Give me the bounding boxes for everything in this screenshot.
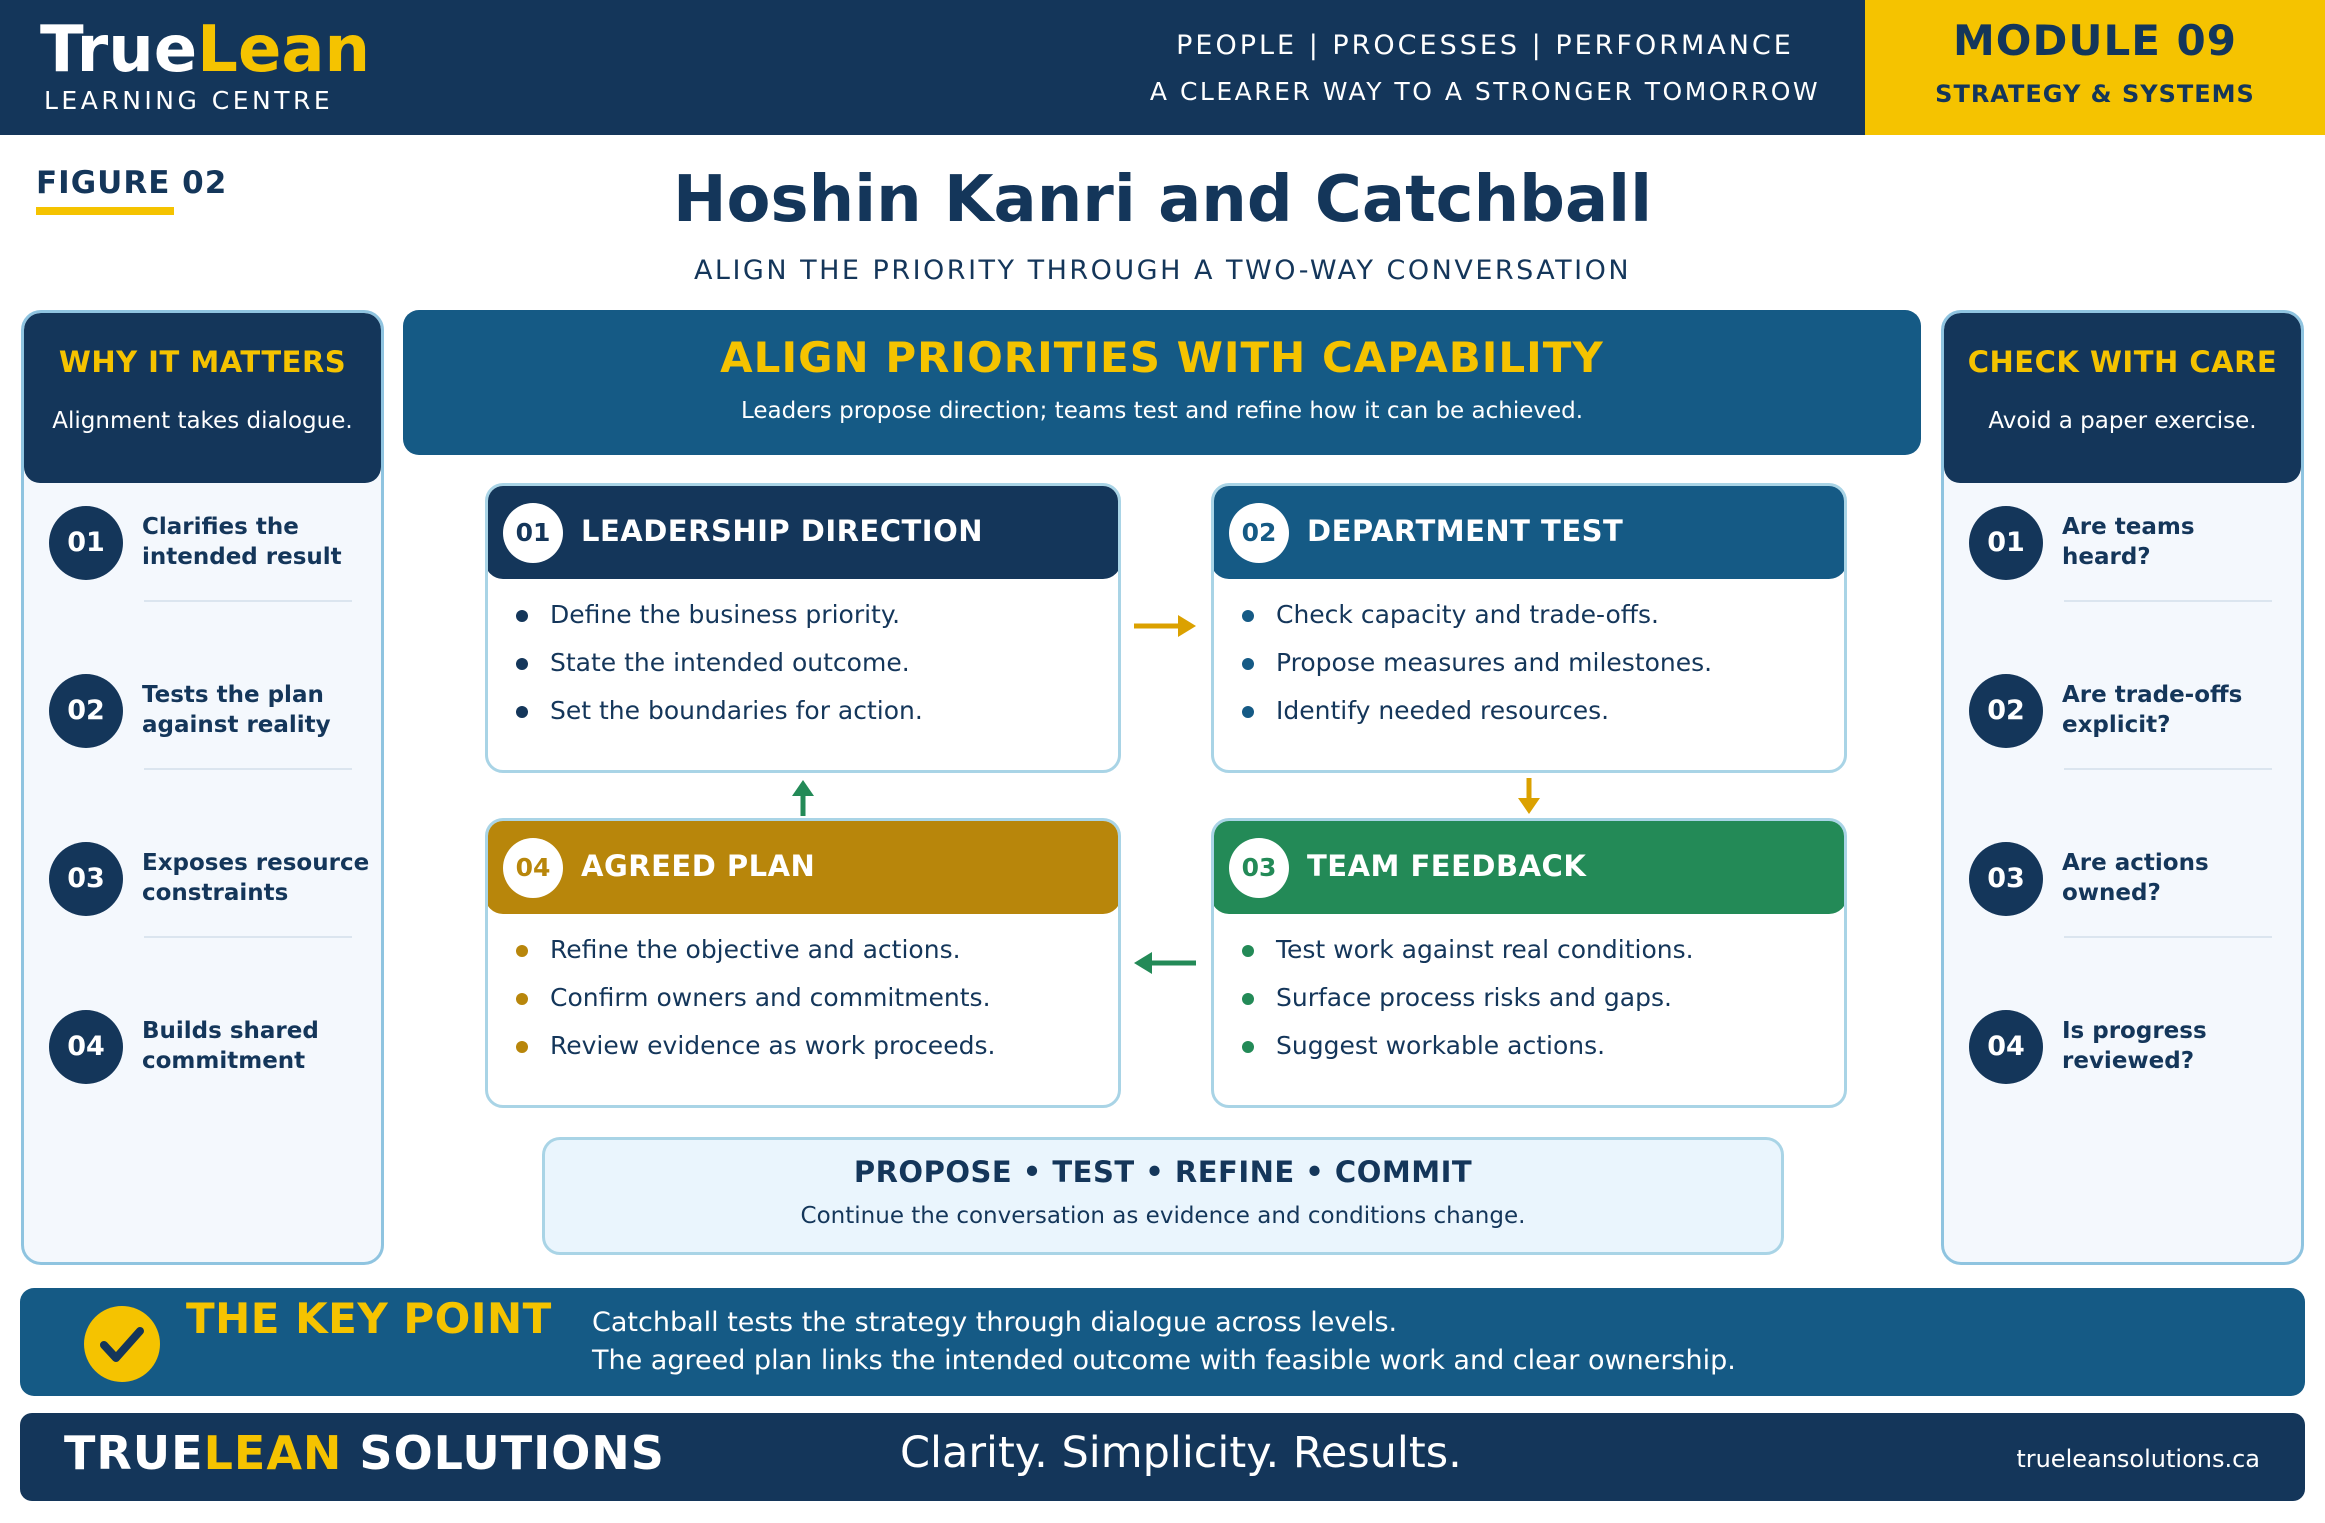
step-card-department-test — [1211, 483, 1847, 773]
item-text: Are trade-offs explicit? — [2062, 682, 2243, 738]
bullet-icon — [1242, 1041, 1254, 1053]
bullet-icon — [1242, 610, 1254, 622]
card-header — [485, 483, 1121, 579]
list-item — [516, 694, 923, 742]
brand-true: TRUE — [64, 1426, 204, 1480]
page-title: Hoshin Kanri and Catchball — [672, 163, 1653, 237]
bullet-icon — [516, 1041, 528, 1053]
checkmark-icon — [84, 1306, 160, 1382]
figure-label: FIGURE 02 — [36, 165, 228, 201]
number-badge: 03 — [1969, 842, 2043, 916]
footer-url-link[interactable]: trueleansolutions.ca — [2016, 1445, 2260, 1473]
number-badge: 02 — [49, 674, 123, 748]
brand-lean: LEAN — [203, 1426, 343, 1480]
number-badge: 01 — [1969, 506, 2043, 580]
card-header — [485, 818, 1121, 914]
step-card-leadership-direction — [485, 483, 1121, 773]
step-number: 03 — [1229, 838, 1289, 898]
footer-slogan: Clarity. Simplicity. Results. — [900, 1428, 1462, 1478]
item-text: Refine the objective and actions. — [550, 935, 961, 964]
cycle-title: PROPOSE • TEST • REFINE • COMMIT — [853, 1155, 1473, 1189]
list-item — [1242, 646, 1712, 694]
item-text: Builds shared commitment — [142, 1018, 319, 1074]
list-item — [24, 1010, 381, 1120]
banner — [403, 310, 1921, 455]
number-badge: 04 — [49, 1010, 123, 1084]
panel-title: WHY IT MATTERS — [58, 345, 347, 379]
arrow-down-icon — [1514, 776, 1544, 816]
list-item — [1242, 1029, 1694, 1077]
arrow-left-icon — [1132, 948, 1198, 978]
number-badge: 01 — [49, 506, 123, 580]
panel-header — [24, 313, 381, 483]
header-tagline: PEOPLE | PROCESSES | PERFORMANCE — [1176, 30, 1794, 61]
bullet-icon — [1242, 993, 1254, 1005]
step-number: 04 — [503, 838, 563, 898]
bullet-icon — [516, 610, 528, 622]
list-item — [1242, 694, 1712, 742]
item-text: Check capacity and trade-offs. — [1276, 600, 1659, 629]
logo-subtitle: LEARNING CENTRE — [44, 86, 334, 115]
banner-subtitle: Leaders propose direction; teams test and refine how it can be achieved. — [740, 398, 1584, 424]
number-badge: 02 — [1969, 674, 2043, 748]
number-badge: 04 — [1969, 1010, 2043, 1084]
step-card-agreed-plan — [485, 818, 1121, 1108]
check-with-care-panel — [1941, 310, 2304, 1265]
bullet-icon — [1242, 945, 1254, 957]
item-text: Confirm owners and commitments. — [550, 983, 991, 1012]
item-text: Exposes resource constraints — [142, 850, 370, 906]
divider — [2064, 936, 2272, 938]
panel-note: Alignment takes dialogue. — [52, 408, 353, 434]
item-text: Is progress reviewed? — [2062, 1018, 2207, 1074]
item-text: Are teams heard? — [2062, 514, 2195, 570]
bullet-icon — [516, 945, 528, 957]
item-text: State the intended outcome. — [550, 648, 910, 677]
card-header — [1211, 483, 1847, 579]
key-point-line2: The agreed plan links the intended outcome with feasible work and clear ownership. — [592, 1345, 1736, 1376]
bullet-icon — [516, 993, 528, 1005]
list-item — [1944, 1010, 2301, 1120]
module-name: STRATEGY & SYSTEMS — [1935, 80, 2255, 108]
header-motto: A CLEARER WAY TO A STRONGER TOMORROW — [1149, 77, 1821, 106]
list-item — [516, 1029, 995, 1077]
step-number: 01 — [503, 503, 563, 563]
bullet-icon — [1242, 658, 1254, 670]
step-list — [516, 598, 923, 742]
arrow-up-icon — [788, 778, 818, 818]
divider — [2064, 600, 2272, 602]
card-header — [1211, 818, 1847, 914]
divider — [144, 768, 352, 770]
divider — [2064, 768, 2272, 770]
banner-title: ALIGN PRIORITIES WITH CAPABILITY — [720, 333, 1604, 382]
logo — [40, 12, 370, 88]
panel-note: Avoid a paper exercise. — [1988, 408, 2257, 434]
step-list — [1242, 933, 1694, 1077]
step-title: AGREED PLAN — [581, 849, 816, 883]
key-point-title: THE KEY POINT — [186, 1294, 552, 1343]
bullet-icon — [516, 706, 528, 718]
logo-true: True — [40, 13, 198, 87]
list-item — [516, 981, 995, 1029]
panel-title: CHECK WITH CARE — [1967, 345, 2278, 379]
item-text: Surface process risks and gaps. — [1276, 983, 1672, 1012]
item-text: Suggest workable actions. — [1276, 1031, 1606, 1060]
footer-brand — [64, 1426, 665, 1480]
item-text: Define the business priority. — [550, 600, 901, 629]
page-subtitle: ALIGN THE PRIORITY THROUGH A TWO-WAY CONVERSATION — [693, 255, 1632, 286]
bullet-icon — [516, 658, 528, 670]
item-text: Test work against real conditions. — [1276, 935, 1694, 964]
list-item — [516, 646, 923, 694]
divider — [144, 936, 352, 938]
item-text: Identify needed resources. — [1276, 696, 1610, 725]
item-text: Are actions owned? — [2062, 850, 2209, 906]
step-title: DEPARTMENT TEST — [1307, 514, 1624, 548]
list-item — [1242, 981, 1694, 1029]
bullet-icon — [1242, 706, 1254, 718]
list-item — [516, 933, 995, 981]
item-text: Set the boundaries for action. — [550, 696, 923, 725]
logo-lean: Lean — [197, 13, 371, 87]
step-list — [516, 933, 995, 1077]
item-text: Tests the plan against reality — [142, 682, 331, 738]
arrow-right-icon — [1132, 611, 1198, 641]
key-point-line1: Catchball tests the strategy through dialogue across levels. — [592, 1307, 1398, 1338]
cycle-subtitle: Continue the conversation as evidence and conditions change. — [800, 1203, 1526, 1229]
panel-header — [1944, 313, 2301, 483]
divider — [144, 600, 352, 602]
step-number: 02 — [1229, 503, 1289, 563]
list-item — [516, 598, 923, 646]
item-text: Clarifies the intended result — [142, 514, 342, 570]
step-card-team-feedback — [1211, 818, 1847, 1108]
step-list — [1242, 598, 1712, 742]
module-number: MODULE 09 — [1953, 16, 2237, 65]
why-it-matters-panel — [21, 310, 384, 1265]
number-badge: 03 — [49, 842, 123, 916]
item-text: Review evidence as work proceeds. — [550, 1031, 996, 1060]
item-text: Propose measures and milestones. — [1276, 648, 1713, 677]
list-item — [1242, 933, 1694, 981]
step-title: TEAM FEEDBACK — [1307, 849, 1587, 883]
list-item — [1242, 598, 1712, 646]
brand-solutions: SOLUTIONS — [342, 1426, 665, 1480]
step-title: LEADERSHIP DIRECTION — [581, 514, 984, 548]
